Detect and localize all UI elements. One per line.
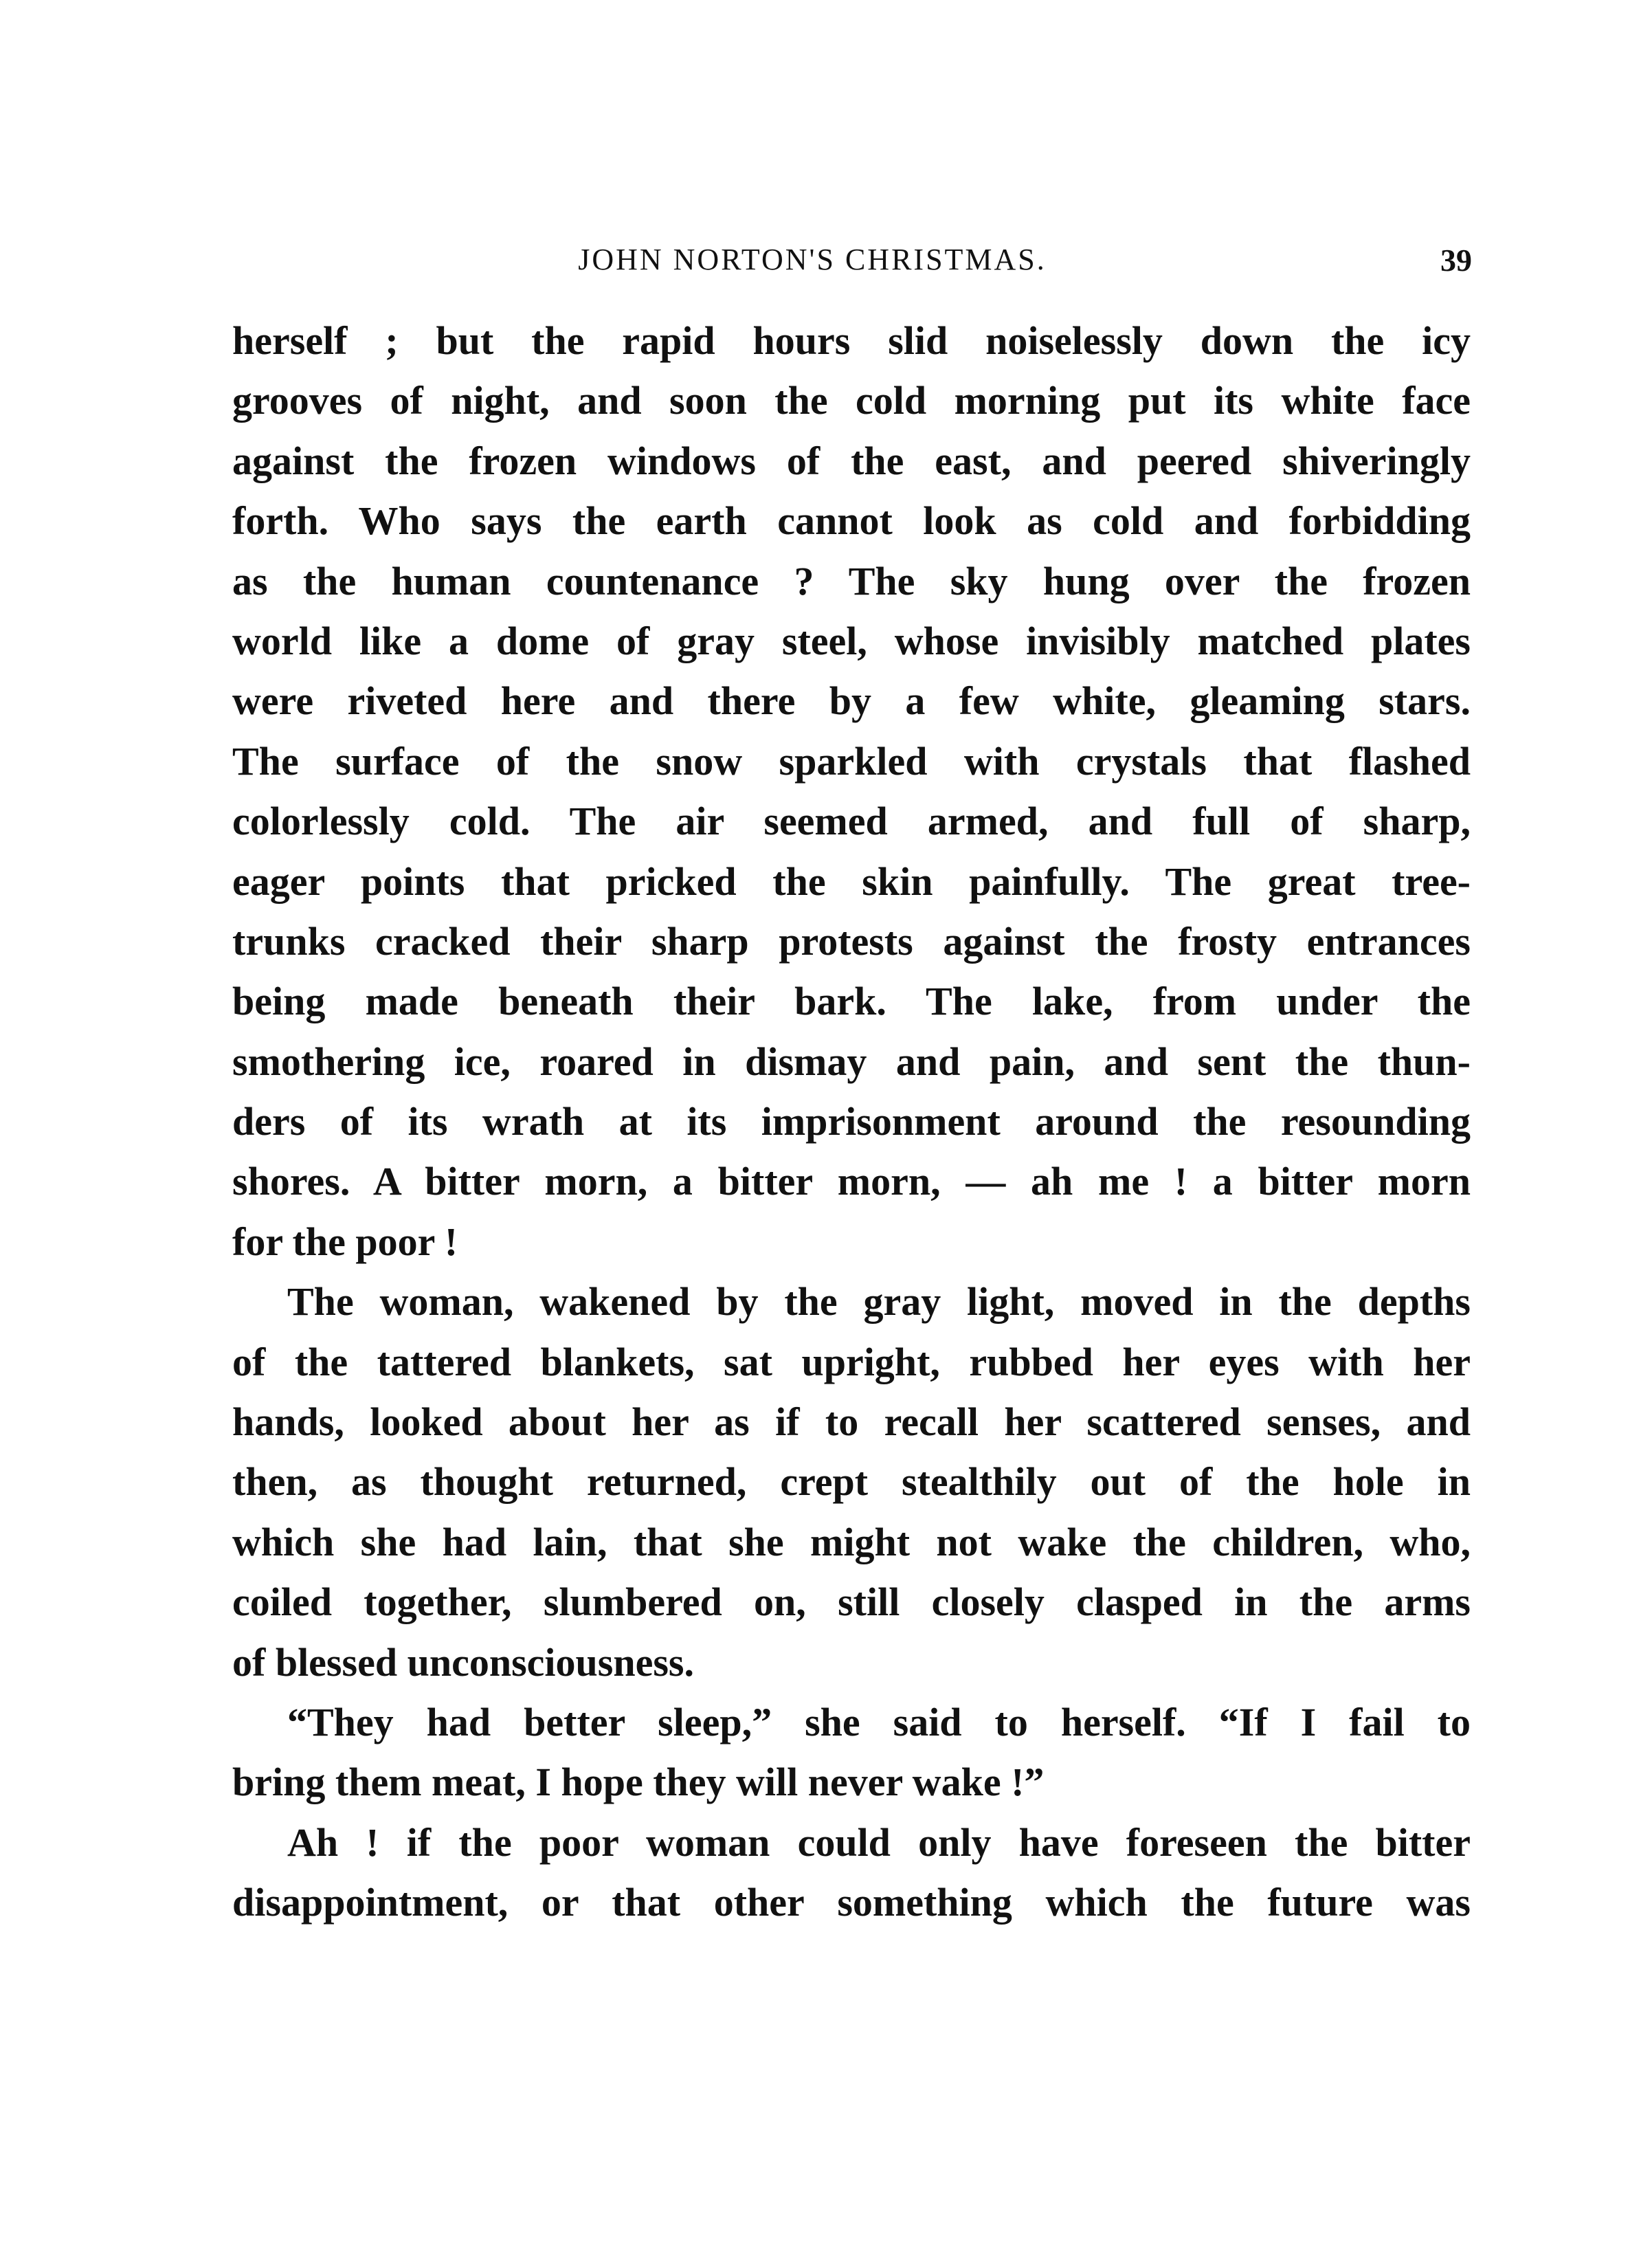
paragraph (232, 1692, 1471, 1813)
text-line: The woman, wakened by the gray light, moved in the depths (287, 1279, 1471, 1325)
text-line: Ah ! if the poor woman could only have foreseen the bitter (287, 1819, 1471, 1865)
text-line: bring them meat, I hope they will never wake !” (232, 1760, 1045, 1805)
text-line: ders of its wrath at its imprisonment around the resounding (232, 1099, 1471, 1144)
text-line: “They had better sleep,” she said to herself. “If I fail to (287, 1699, 1471, 1744)
page-number: 39 (1440, 243, 1472, 278)
text-line: trunks cracked their sharp protests against the frosty entrances (232, 918, 1471, 964)
text-line: as the human countenance ? The sky hung over the frozen (232, 558, 1471, 603)
text-line: grooves of night, and soon the cold morning put its white face (232, 378, 1471, 423)
text-line: eager points that pricked the skin painfully. The great tree- (232, 858, 1471, 904)
text-line: of blessed unconsciousness. (232, 1639, 694, 1685)
paragraph (232, 311, 1471, 1272)
paragraph (232, 1272, 1471, 1692)
text-line: which she had lain, that she might not wake the children, who, (232, 1519, 1471, 1564)
text-line: colorlessly cold. The air seemed armed, and full of sharp, (232, 799, 1471, 844)
text-line: shores. A bitter morn, a bitter morn, — ah me ! a bitter morn (232, 1159, 1471, 1204)
text-line: coiled together, slumbered on, still closely clasped in the arms (232, 1580, 1471, 1625)
text-line: were riveted here and there by a few white, gleaming stars. (232, 678, 1471, 724)
text-line: smothering ice, roared in dismay and pain, and sent the thun- (232, 1039, 1471, 1084)
text-line: forth. Who says the earth cannot look as cold and forbidding (232, 498, 1471, 544)
text-line: hands, looked about her as if to recall her scattered senses, and (232, 1399, 1471, 1445)
text-line: against the frozen windows of the east, and peered shiveringly (232, 438, 1471, 483)
paragraph (232, 1813, 1471, 1933)
text-line: disappointment, or that other something which the future was (232, 1880, 1471, 1925)
page-body (232, 311, 1471, 1933)
text-line: being made beneath their bark. The lake, from under the (232, 979, 1471, 1024)
text-line: of the tattered blankets, sat upright, rubbed her eyes with her (232, 1339, 1471, 1384)
text-line: world like a dome of gray steel, whose invisibly matched plates (232, 618, 1471, 663)
text-line: herself ; but the rapid hours slid noiselessly down the icy (232, 318, 1471, 363)
text-line: then, as thought returned, crept stealthily out of the hole in (232, 1459, 1471, 1505)
text-line: for the poor ! (232, 1219, 458, 1264)
running-header: JOHN NORTON'S CHRISTMAS. (578, 243, 1047, 276)
text-line: The surface of the snow sparkled with crystals that flashed (232, 738, 1471, 784)
